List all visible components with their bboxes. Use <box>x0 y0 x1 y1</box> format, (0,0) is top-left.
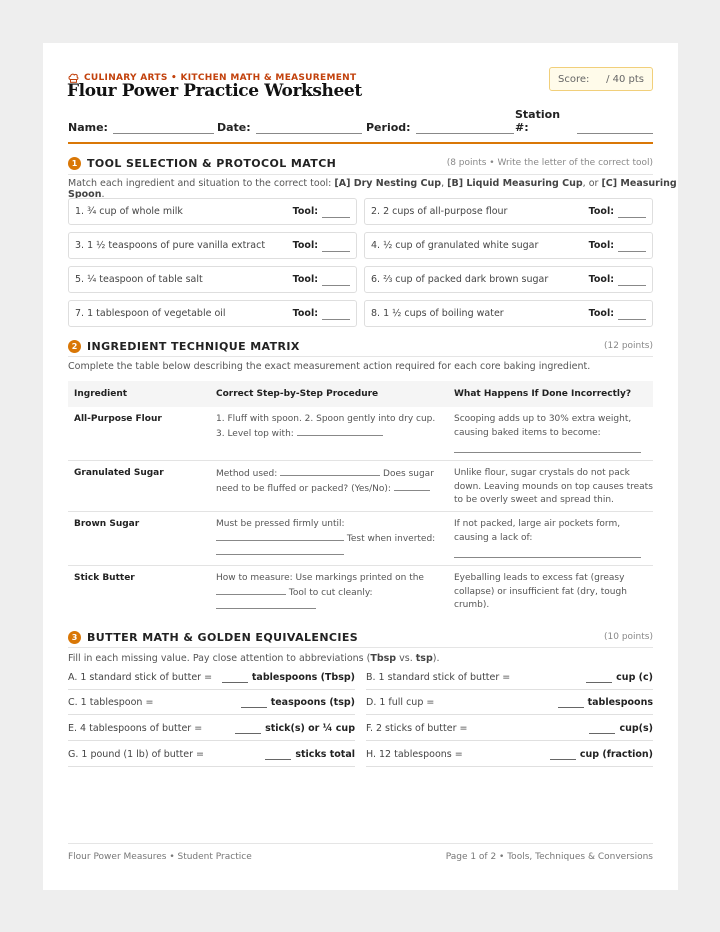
conversion-item: G. 1 pound (1 lb) of butter = sticks total <box>68 742 355 767</box>
station-field[interactable]: Station #: <box>515 118 653 134</box>
match-item: 5. ¼ teaspoon of table salt Tool: <box>68 266 357 293</box>
score-box <box>549 67 653 91</box>
page-footer <box>68 843 653 862</box>
answer-blank[interactable] <box>558 698 584 708</box>
section-1-header <box>68 154 653 172</box>
conversion-item: B. 1 standard stick of butter = cup (c) <box>366 665 653 690</box>
answer-blank[interactable] <box>297 427 383 436</box>
section-2-instructions: Complete the table below describing the exact measurement action required for each core baking ingredient. <box>68 361 591 372</box>
technique-table <box>68 381 653 622</box>
answer-blank[interactable] <box>618 308 646 320</box>
answer-blank[interactable] <box>216 546 344 555</box>
match-item: 4. ½ cup of granulated white sugar Tool: <box>364 232 653 259</box>
divider <box>68 647 653 648</box>
table-row: Stick Butter How to measure: Use markings printed on the Tool to cut cleanly: Eyeballing leads to excess fat (greasy collapse) or insufficient fat (dry, tough crumb). <box>74 573 627 610</box>
section-3-instructions: Fill in each missing value. Pay close attention to abbreviations (Tbsp vs. tsp). <box>68 653 440 664</box>
section-2-header <box>68 337 653 355</box>
answer-blank[interactable] <box>618 206 646 218</box>
answer-blank[interactable] <box>216 532 344 541</box>
table-row: Brown Sugar Must be pressed firmly until: Test when inverted: If not packed, large air pockets form, causing a lack of: <box>68 512 653 566</box>
match-item: 1. ¾ cup of whole milk Tool: <box>68 198 357 225</box>
answer-blank[interactable] <box>589 724 615 734</box>
worksheet-page <box>43 43 678 890</box>
table-header: Ingredient Correct Step-by-Step Procedure What Happens If Done Incorrectly? <box>68 381 653 407</box>
section-number: 1 <box>68 157 81 170</box>
answer-blank[interactable] <box>586 673 612 683</box>
answer-blank[interactable] <box>265 750 291 760</box>
conversion-item: F. 2 sticks of butter = cup(s) <box>366 716 653 741</box>
page-title: Flour Power Practice Worksheet <box>67 81 362 101</box>
divider <box>68 174 653 175</box>
date-line[interactable] <box>256 120 362 134</box>
section-number: 2 <box>68 340 81 353</box>
match-item: 6. ⅔ cup of packed dark brown sugar Tool: <box>364 266 653 293</box>
answer-blank[interactable] <box>618 274 646 286</box>
section-note: (12 points) <box>604 341 653 351</box>
table-row: Granulated Sugar Method used: Does sugar need to be fluffed or packed? (Yes/No): Unlike flour, sugar crystals do not pack down. Leaving mounds on top causes treats to be overly sweet and spread thin. <box>68 461 653 512</box>
answer-blank[interactable] <box>235 724 261 734</box>
student-info-row <box>68 108 653 144</box>
answer-blank[interactable] <box>322 308 350 320</box>
match-item: 2. 2 cups of all-purpose flour Tool: <box>364 198 653 225</box>
answer-blank[interactable] <box>222 673 248 683</box>
answer-blank[interactable] <box>618 240 646 252</box>
score-label: Score: <box>558 73 590 85</box>
name-field[interactable]: Name: <box>68 118 214 134</box>
match-item: 8. 1 ½ cups of boiling water Tool: <box>364 300 653 327</box>
section-number: 3 <box>68 631 81 644</box>
conversion-item: C. 1 tablespoon = teaspoons (tsp) <box>68 690 355 715</box>
section-title: BUTTER MATH & GOLDEN EQUIVALENCIES <box>87 630 359 644</box>
section-note: (8 points • Write the letter of the correct tool) <box>446 158 653 168</box>
answer-blank[interactable] <box>322 274 350 286</box>
conversion-item: E. 4 tablespoons of butter = stick(s) or ¼ cup <box>68 716 355 741</box>
name-line[interactable] <box>113 120 214 134</box>
answer-blank[interactable] <box>322 206 350 218</box>
answer-blank[interactable] <box>322 240 350 252</box>
conversion-item: A. 1 standard stick of butter = tablespoons (Tbsp) <box>68 665 355 690</box>
period-line[interactable] <box>416 120 514 134</box>
section-3-header <box>68 628 653 646</box>
conversion-item: H. 12 tablespoons = cup (fraction) <box>366 742 653 767</box>
answer-blank[interactable] <box>216 600 316 609</box>
answer-blank[interactable] <box>550 750 576 760</box>
divider <box>68 356 653 357</box>
section-note: (10 points) <box>604 632 653 642</box>
answer-blank[interactable] <box>216 586 286 595</box>
table-row: All-Purpose Flour 1. Fluff with spoon. 2. Spoon gently into dry cup. 3. Level top with: Scooping adds up to 30% extra weight, causing baked items to become: <box>68 407 653 461</box>
section-title: TOOL SELECTION & PROTOCOL MATCH <box>87 156 337 170</box>
section-title: INGREDIENT TECHNIQUE MATRIX <box>87 339 300 353</box>
brand-text: CULINARY ARTS • KITCHEN MATH & MEASUREMENT <box>84 72 357 83</box>
conversion-item: D. 1 full cup = tablespoons <box>366 690 653 715</box>
answer-blank[interactable] <box>280 467 380 476</box>
answer-blank[interactable] <box>241 698 267 708</box>
footer-left: Flour Power Measures • Student Practice <box>68 852 252 862</box>
match-item: 3. 1 ½ teaspoons of pure vanilla extract Tool: <box>68 232 357 259</box>
footer-right: Page 1 of 2 • Tools, Techniques & Conversions <box>445 852 653 862</box>
section-1-instructions: Match each ingredient and situation to the correct tool: [A] Dry Nesting Cup, [B] Liquid Measuring Cup, or [C] Measuring Spoon. <box>68 178 677 200</box>
date-field[interactable]: Date: <box>217 118 362 134</box>
answer-blank[interactable] <box>394 482 430 491</box>
score-total: / 40 pts <box>606 73 644 85</box>
station-line[interactable] <box>577 120 653 134</box>
answer-blank[interactable] <box>454 545 641 558</box>
answer-blank[interactable] <box>454 440 641 453</box>
period-field[interactable]: Period: <box>366 118 514 134</box>
match-item: 7. 1 tablespoon of vegetable oil Tool: <box>68 300 357 327</box>
